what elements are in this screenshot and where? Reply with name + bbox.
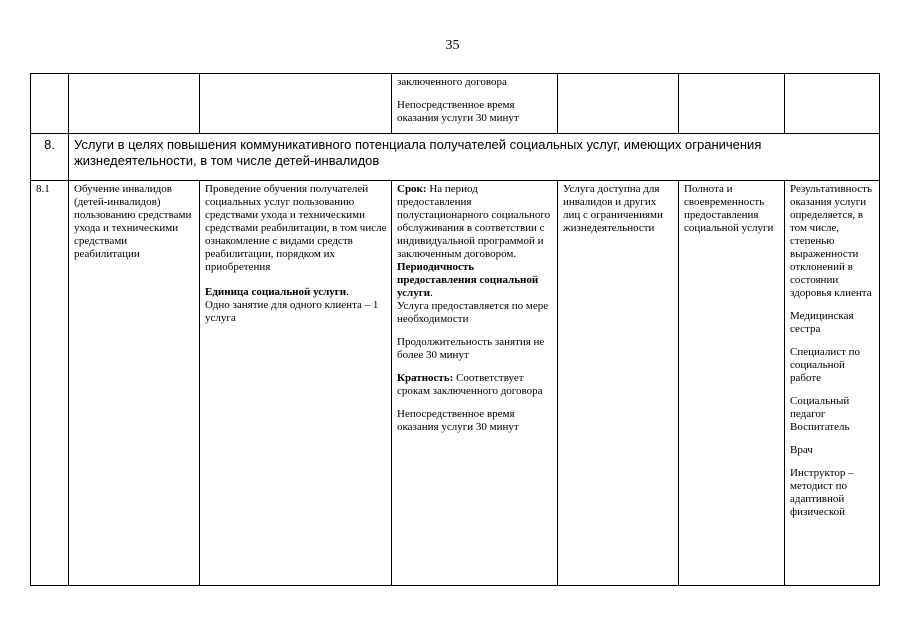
srok-block xyxy=(397,183,553,261)
service-row xyxy=(31,181,880,586)
staff-item: Инструктор – методист по адаптивной физической xyxy=(790,467,854,518)
cell-empty xyxy=(200,74,392,134)
periodicity-block: Периодичность предоставления социальной услуги. Услуга предоставляется по мере необходимости xyxy=(397,261,549,325)
srok-tail: заключенного договора xyxy=(397,76,507,88)
service-description-cell xyxy=(200,181,392,586)
srok-text: На период предоставления полустационарного социального обслуживания в соответствии с индивидуальной программой и заключенным договором. xyxy=(397,183,551,260)
staff-item: Врач xyxy=(790,444,813,456)
section-title: Услуги в целях повышения коммуникативного потенциала получателей социальных услуг, имеющих ограничения жизнедеятельности, в том числе детей-инвалидов xyxy=(69,134,880,181)
quality-cell: Полнота и своевременность предоставления социальной услуги xyxy=(679,181,785,586)
service-terms-cell xyxy=(392,181,558,586)
cell-empty xyxy=(31,74,69,134)
periodicity-label: Периодичность предоставления социальной услуги xyxy=(397,261,539,299)
cell-empty xyxy=(558,74,679,134)
effectiveness-text: Результативность оказания услуги определяется, в том числе, степенью выраженности отклонений в состоянии здоровья клиента xyxy=(790,183,873,299)
row-number: 8.1 xyxy=(31,181,69,586)
multiplicity-text: Соответствует срокам заключенного договора xyxy=(397,372,543,397)
continuation-terms-cell xyxy=(392,74,558,134)
services-table xyxy=(30,73,880,586)
staff-item: Социальный педагог Воспитатель xyxy=(790,395,850,433)
service-description: Проведение обучения получателей социальных услуг пользованию средствами ухода и техническими средствами реабилитации, в том числе ознакомление с видами средств реабилитации, порядком их приобретения xyxy=(205,183,387,273)
unit-label: Единица социальной услуги xyxy=(205,286,347,298)
staff-item: Специалист по социальной работе xyxy=(790,346,861,384)
service-name: Обучение инвалидов (детей-инвалидов) пользованию средствами ухода и техническими средствами реабилитации xyxy=(69,181,200,586)
multiplicity-block xyxy=(397,372,553,398)
effectiveness-cell xyxy=(785,181,880,586)
cell-empty xyxy=(69,74,200,134)
cell-empty xyxy=(785,74,880,134)
section-number: 8. xyxy=(31,134,69,181)
cell-empty xyxy=(679,74,785,134)
multiplicity-label: Кратность: xyxy=(397,372,454,384)
periodicity-text: Услуга предоставляется по мере необходимости xyxy=(397,300,549,325)
duration-text: Продолжительность занятия не более 30 минут xyxy=(397,336,545,361)
conditions-cell: Услуга доступна для инвалидов и других лиц с ограничениями жизнедеятельности xyxy=(558,181,679,586)
staff-item: Медицинская сестра xyxy=(790,310,854,335)
section-row xyxy=(31,134,880,181)
page-number: 35 xyxy=(445,38,460,53)
unit-text: Одно занятие для одного клиента – 1 услуга xyxy=(205,299,379,324)
direct-time: Непосредственное время оказания услуги 30 минут xyxy=(397,99,519,124)
direct-time: Непосредственное время оказания услуги 30 минут xyxy=(397,408,519,433)
continuation-row xyxy=(31,74,880,134)
srok-label: Срок: xyxy=(397,183,427,195)
unit-block: Единица социальной услуги. Одно занятие для одного клиента – 1 услуга xyxy=(205,286,379,324)
